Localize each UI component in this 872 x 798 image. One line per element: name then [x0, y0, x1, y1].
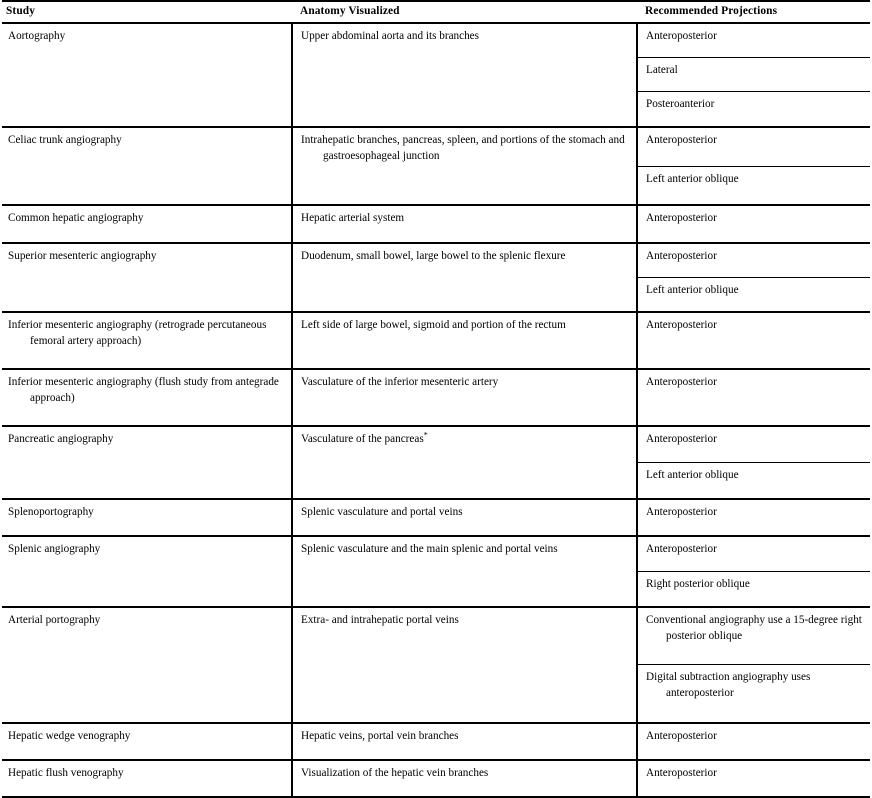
cell-projections [637, 205, 870, 243]
projection-list [638, 761, 870, 796]
cell-anatomy [292, 607, 637, 723]
cell-study [2, 760, 292, 797]
projection-cell [638, 58, 870, 92]
cell-anatomy [292, 426, 637, 499]
projection-list [638, 24, 870, 126]
projection-list [638, 206, 870, 242]
cell-study [2, 23, 292, 127]
study-name: Pancreatic angiography [8, 433, 114, 445]
anatomy-description [301, 318, 630, 334]
projection-list [638, 608, 870, 722]
table-row [2, 607, 870, 723]
anatomy-text: Splenic vasculature and portal veins [301, 506, 463, 518]
projection-row [638, 92, 870, 127]
projection-cell [638, 608, 870, 665]
projection-list [638, 244, 870, 311]
anatomy-text: Vasculature of the pancreas [301, 433, 424, 445]
cell-study [2, 312, 292, 369]
projection-text: Anteroposterior [646, 433, 717, 445]
projection-cell [638, 665, 870, 723]
anatomy-description [301, 729, 630, 745]
projection-text: Anteroposterior [646, 30, 717, 42]
anatomy-description [301, 29, 630, 45]
cell-projections [637, 369, 870, 426]
projection-row [638, 167, 870, 205]
table-row [2, 205, 870, 243]
projection-cell [638, 24, 870, 58]
anatomy-text: Upper abdominal aorta and its branches [301, 30, 480, 42]
table-row [2, 23, 870, 127]
cell-study [2, 723, 292, 760]
projection-list [638, 500, 870, 535]
projection-row [638, 427, 870, 463]
anatomy-description [301, 133, 630, 164]
cell-projections [637, 426, 870, 499]
projection-row [638, 206, 870, 242]
study-name: Hepatic flush venography [8, 767, 124, 779]
projection-text: Digital subtraction angiography uses anteroposterior [646, 671, 811, 699]
projection-row [638, 278, 870, 312]
projection-row [638, 313, 870, 368]
study-name: Splenoportography [8, 506, 94, 518]
cell-study [2, 607, 292, 723]
anatomy-text: Vasculature of the inferior mesenteric artery [301, 376, 499, 388]
anatomy-text: Visualization of the hepatic vein branches [301, 767, 489, 779]
projection-cell [638, 427, 870, 463]
study-name: Arterial portography [8, 614, 101, 626]
projection-text: Anteroposterior [646, 730, 717, 742]
anatomy-description [301, 432, 630, 448]
cell-study [2, 205, 292, 243]
projection-text: Anteroposterior [646, 543, 717, 555]
study-name: Aortography [8, 30, 66, 42]
column-header-study: Study [2, 1, 292, 23]
study-name: Splenic angiography [8, 543, 101, 555]
study-name: Inferior mesenteric angiography (retrograde percutaneous femoral artery approach) [8, 319, 267, 347]
cell-projections [637, 23, 870, 127]
study-name: Inferior mesenteric angiography (flush study from antegrade approach) [8, 376, 279, 404]
anatomy-text: Splenic vasculature and the main splenic and portal veins [301, 543, 558, 555]
cell-projections [637, 723, 870, 760]
cell-anatomy [292, 723, 637, 760]
projection-list [638, 427, 870, 498]
projection-list [638, 370, 870, 425]
projection-row [638, 665, 870, 723]
projection-text: Left anterior oblique [646, 173, 739, 185]
projection-row [638, 761, 870, 796]
cell-study [2, 536, 292, 607]
cell-study [2, 127, 292, 205]
anatomy-description [301, 505, 630, 521]
study-name: Hepatic wedge venography [8, 730, 131, 742]
projection-cell [638, 463, 870, 499]
cell-projections [637, 499, 870, 536]
projection-cell [638, 724, 870, 759]
projection-row [638, 244, 870, 278]
projection-list [638, 313, 870, 368]
projection-cell [638, 167, 870, 205]
projection-cell [638, 537, 870, 572]
projection-text: Anteroposterior [646, 212, 717, 224]
projection-row [638, 463, 870, 499]
header-row [2, 1, 870, 23]
cell-anatomy [292, 536, 637, 607]
cell-study [2, 369, 292, 426]
projection-row [638, 128, 870, 167]
cell-anatomy [292, 243, 637, 312]
projection-cell [638, 206, 870, 242]
table-row [2, 426, 870, 499]
footnote-marker: * [423, 430, 428, 440]
projection-row [638, 608, 870, 665]
projection-cell [638, 500, 870, 535]
projection-cell [638, 370, 870, 425]
table-row [2, 369, 870, 426]
projection-text: Posteroanterior [646, 98, 715, 110]
anatomy-description [301, 613, 630, 629]
projection-list [638, 537, 870, 606]
projection-row [638, 370, 870, 425]
table-row [2, 499, 870, 536]
cell-projections [637, 536, 870, 607]
projection-text: Anteroposterior [646, 376, 717, 388]
cell-anatomy [292, 760, 637, 797]
table-row [2, 243, 870, 312]
cell-projections [637, 607, 870, 723]
projection-text: Anteroposterior [646, 319, 717, 331]
column-header-anatomy: Anatomy Visualized [292, 1, 637, 23]
cell-anatomy [292, 312, 637, 369]
table-row [2, 312, 870, 369]
cell-anatomy [292, 369, 637, 426]
projection-list [638, 128, 870, 204]
projection-cell [638, 313, 870, 368]
projection-cell [638, 278, 870, 312]
anatomy-description [301, 766, 630, 782]
anatomy-description [301, 249, 630, 265]
table-row [2, 723, 870, 760]
anatomy-description [301, 375, 630, 391]
cell-projections [637, 760, 870, 797]
projection-text: Right posterior oblique [646, 578, 750, 590]
projection-text: Anteroposterior [646, 506, 717, 518]
projection-cell [638, 92, 870, 127]
anatomy-description [301, 542, 630, 558]
anatomy-text: Left side of large bowel, sigmoid and portion of the rectum [301, 319, 566, 331]
projection-list [638, 724, 870, 759]
anatomy-text: Intrahepatic branches, pancreas, spleen, and portions of the stomach and gastroesophageal junction [301, 134, 625, 162]
table-row [2, 760, 870, 797]
projection-text: Left anterior oblique [646, 284, 739, 296]
projection-text: Lateral [646, 64, 678, 76]
cell-projections [637, 312, 870, 369]
projection-row [638, 537, 870, 572]
projection-cell [638, 761, 870, 796]
anatomy-text: Hepatic veins, portal vein branches [301, 730, 459, 742]
cell-study [2, 426, 292, 499]
table-row [2, 536, 870, 607]
anatomy-description [301, 211, 630, 227]
cell-anatomy [292, 499, 637, 536]
projection-row [638, 58, 870, 92]
study-name: Superior mesenteric angiography [8, 250, 157, 262]
table-header [2, 1, 870, 23]
study-name: Common hepatic angiography [8, 212, 144, 224]
cell-anatomy [292, 205, 637, 243]
projection-cell [638, 128, 870, 167]
column-header-projections: Recommended Projections [637, 1, 870, 23]
cell-study [2, 499, 292, 536]
projection-text: Conventional angiography use a 15-degree right posterior oblique [646, 614, 862, 642]
anatomy-text: Extra- and intrahepatic portal veins [301, 614, 459, 626]
table-body [2, 23, 870, 797]
projection-text: Anteroposterior [646, 767, 717, 779]
projection-text: Anteroposterior [646, 250, 717, 262]
projection-cell [638, 572, 870, 607]
cell-anatomy [292, 23, 637, 127]
projection-row [638, 724, 870, 759]
cell-study [2, 243, 292, 312]
projection-row [638, 24, 870, 58]
projection-row [638, 572, 870, 607]
table-row [2, 127, 870, 205]
anatomy-text: Hepatic arterial system [301, 212, 405, 224]
cell-projections [637, 127, 870, 205]
projection-text: Left anterior oblique [646, 469, 739, 481]
angiography-reference-table [2, 0, 870, 798]
cell-projections [637, 243, 870, 312]
cell-anatomy [292, 127, 637, 205]
anatomy-text: Duodenum, small bowel, large bowel to the splenic flexure [301, 250, 566, 262]
projection-text: Anteroposterior [646, 134, 717, 146]
projection-cell [638, 244, 870, 278]
study-name: Celiac trunk angiography [8, 134, 122, 146]
projection-row [638, 500, 870, 535]
